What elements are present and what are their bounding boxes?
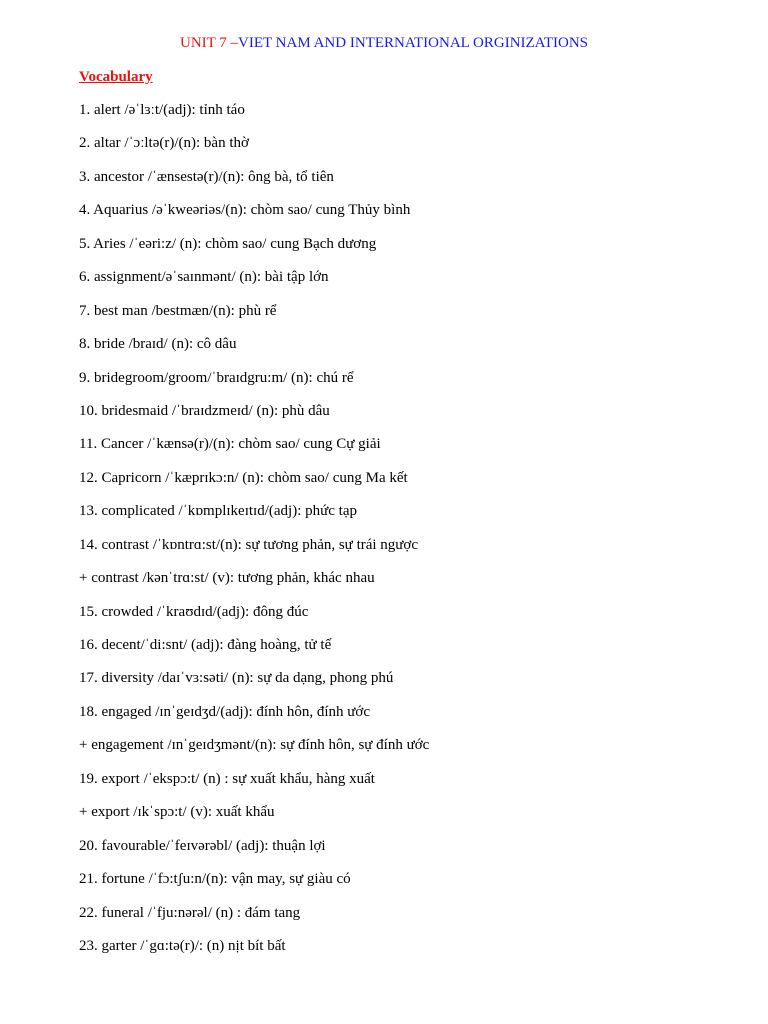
vocabulary-item: 5. Aries /ˈeəri:z/ (n): chòm sao/ cung Bạch dương — [79, 235, 377, 252]
vocabulary-item: 15. crowded /ˈkraʊdɪd/(adj): đông đúc — [79, 603, 309, 620]
vocabulary-item: 20. favourable/ˈfeɪvərəbl/ (adj): thuận lợi — [79, 837, 326, 854]
vocabulary-item: + engagement /ɪnˈgeɪdʒmənt/(n): sự đính hôn, sự đính ước — [79, 737, 430, 754]
vocabulary-item: 11. Cancer /ˈkænsə(r)/(n): chòm sao/ cung Cự giải — [79, 436, 381, 453]
vocabulary-item: 12. Capricorn /ˈkæprɪkɔ:n/ (n): chòm sao/ cung Ma kết — [79, 469, 408, 486]
vocabulary-item: 17. diversity /daɪˈvɜ:səti/ (n): sự da dạng, phong phú — [79, 670, 394, 687]
vocabulary-item: 7. best man /bestmæn/(n): phù rể — [79, 302, 277, 319]
title-unit: UNIT 7 – — [179, 35, 239, 51]
vocabulary-item: 10. bridesmaid /ˈbraɪdzmeɪd/ (n): phù dâu — [79, 402, 330, 419]
vocabulary-item: 13. complicated /ˈkɒmplɪkeɪtɪd/(adj): phức tạp — [79, 503, 357, 520]
vocabulary-item: 2. altar /ˈɔːltə(r)/(n): bàn thờ — [79, 135, 249, 152]
vocabulary-item: 3. ancestor /ˈænsestə(r)/(n): ông bà, tổ tiên — [79, 168, 334, 185]
vocabulary-item: 18. engaged /ɪnˈgeɪdʒd/(adj): đính hôn, đính ước — [79, 703, 370, 720]
vocabulary-item: + export /ɪkˈspɔ:t/ (v): xuất khẩu — [79, 804, 275, 821]
section-heading-vocabulary: Vocabulary — [79, 69, 153, 85]
vocabulary-item: 22. funeral /ˈfju:nərəl/ (n) : đám tang — [79, 904, 301, 921]
vocabulary-item: 14. contrast /ˈkɒntrɑ:st/(n): sự tương phản, sự trái ngược — [79, 536, 419, 553]
vocabulary-item: 8. bride /braɪd/ (n): cô dâu — [79, 336, 237, 353]
page-title — [0, 33, 768, 53]
vocabulary-item: 23. garter /ˈgɑ:tə(r)/: (n) nịt bít bất — [79, 937, 286, 954]
vocabulary-item: + contrast /kənˈtrɑ:st/ (v): tương phản, khác nhau — [79, 570, 375, 587]
vocabulary-item: 1. alert /əˈlɜːt/(adj): tỉnh táo — [79, 102, 245, 118]
vocabulary-item: 6. assignment/əˈsaɪnmənt/ (n): bài tập lớn — [79, 269, 329, 286]
vocabulary-item: 9. bridegroom/groom/ˈbraɪdgru:m/ (n): chú rể — [79, 369, 354, 386]
vocabulary-item: 19. export /ˈekspɔ:t/ (n) : sự xuất khẩu, hàng xuất — [79, 770, 375, 787]
vocabulary-item: 4. Aquarius /əˈkweəriəs/(n): chòm sao/ cung Thủy bình — [79, 202, 411, 219]
title-topic: VIET NAM AND INTERNATIONAL ORGINIZATIONS — [238, 35, 589, 51]
vocabulary-item: 21. fortune /ˈfɔ:tʃu:n/(n): vận may, sự giàu có — [79, 871, 351, 888]
vocabulary-item: 16. decent/ˈdi:snt/ (adj): đàng hoàng, tử tế — [79, 637, 332, 653]
vocabulary-list — [79, 100, 429, 969]
